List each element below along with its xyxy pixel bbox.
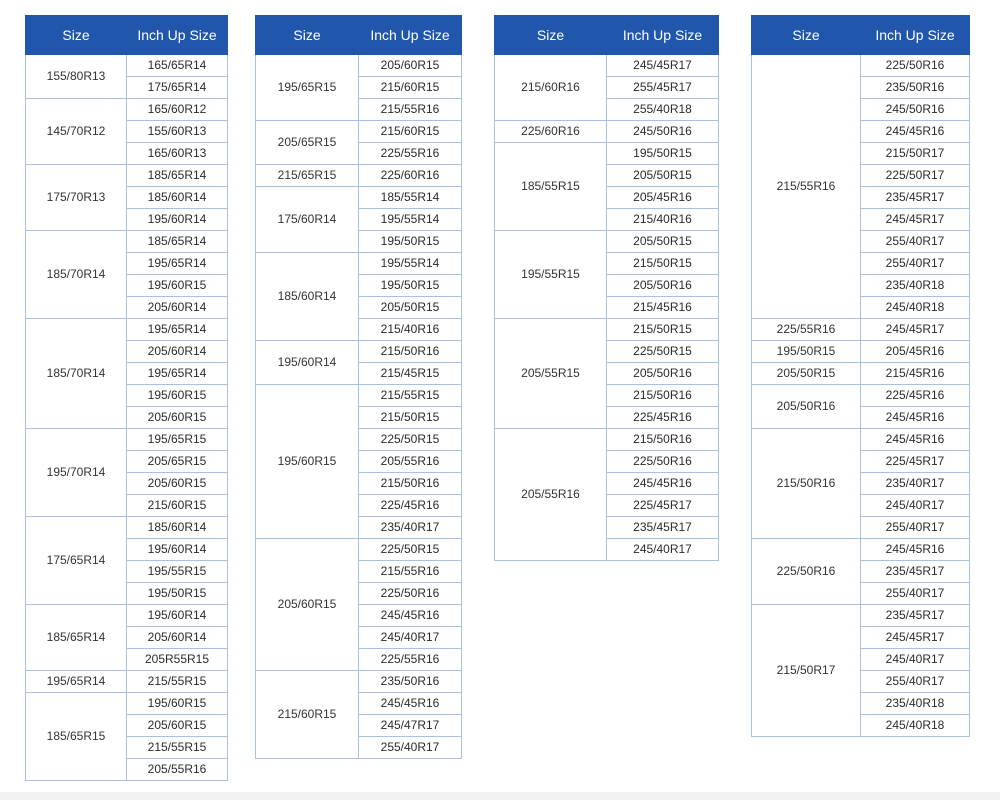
inch-up-size-cell: 245/45R16 [861,429,970,451]
size-cell: 185/65R15 [26,693,127,781]
size-cell: 225/50R16 [752,539,861,605]
inch-up-size-cell: 225/45R17 [861,451,970,473]
inch-up-size-column-header: Inch Up Size [127,16,228,55]
inch-up-size-cell: 195/65R14 [127,363,228,385]
size-column-header: Size [256,16,359,55]
inch-up-size-cell: 215/50R15 [607,253,719,275]
inch-up-size-cell: 215/50R15 [359,407,462,429]
inch-up-size-cell: 195/50R15 [359,231,462,253]
inch-up-size-cell: 195/65R15 [127,429,228,451]
inch-up-size-cell: 235/40R17 [861,473,970,495]
inch-up-size-cell: 235/45R17 [861,187,970,209]
inch-up-size-cell: 195/50R15 [127,583,228,605]
size-column-header: Size [752,16,861,55]
size-column-header: Size [26,16,127,55]
inch-up-size-cell: 235/40R17 [359,517,462,539]
table-row [256,55,462,77]
inch-up-size-cell: 215/50R16 [359,473,462,495]
inch-up-size-cell: 205R55R15 [127,649,228,671]
inch-up-size-cell: 205/60R14 [127,341,228,363]
table-row [26,99,228,121]
inch-up-size-cell: 205/60R15 [127,473,228,495]
table-row [495,231,719,253]
inch-up-size-cell: 205/45R16 [861,341,970,363]
table-row [256,671,462,693]
inch-up-size-cell: 215/40R16 [359,319,462,341]
inch-up-size-cell: 245/40R18 [861,715,970,737]
table-row [256,253,462,275]
table-row [26,55,228,77]
table-row [495,319,719,341]
inch-up-size-cell: 205/60R15 [127,407,228,429]
size-cell: 205/55R16 [495,429,607,561]
inch-up-size-cell: 215/50R16 [359,341,462,363]
inch-up-size-cell: 245/45R17 [607,55,719,77]
size-cell: 205/55R15 [495,319,607,429]
table-row [495,55,719,77]
inch-up-size-cell: 165/60R12 [127,99,228,121]
table-header-row [26,16,228,55]
table-row [26,319,228,341]
size-cell: 215/60R16 [495,55,607,121]
inch-up-size-cell: 235/45R17 [861,561,970,583]
tire-size-table-3 [494,15,719,561]
inch-up-size-cell: 205/55R16 [359,451,462,473]
table-header-row [495,16,719,55]
inch-up-size-cell: 165/60R13 [127,143,228,165]
inch-up-size-cell: 215/50R16 [607,429,719,451]
size-cell: 195/65R15 [256,55,359,121]
table-row [495,121,719,143]
inch-up-size-cell: 255/40R18 [607,99,719,121]
size-cell: 205/50R16 [752,385,861,429]
inch-up-size-cell: 245/45R16 [861,407,970,429]
table-row [752,363,970,385]
inch-up-size-cell: 205/60R14 [127,297,228,319]
tire-size-table-4 [751,15,970,737]
inch-up-size-cell: 255/40R17 [861,253,970,275]
size-cell: 185/65R14 [26,605,127,671]
inch-up-size-cell: 245/45R17 [861,627,970,649]
table-row [256,341,462,363]
inch-up-size-cell: 215/60R15 [359,77,462,99]
inch-up-size-cell: 205/55R16 [127,759,228,781]
size-cell: 185/55R15 [495,143,607,231]
inch-up-size-cell: 205/50R15 [607,231,719,253]
inch-up-size-cell: 245/45R16 [359,605,462,627]
table-row [256,539,462,561]
inch-up-size-cell: 235/45R17 [607,517,719,539]
size-cell: 185/70R14 [26,319,127,429]
inch-up-size-cell: 225/45R16 [861,385,970,407]
inch-up-size-cell: 165/65R14 [127,55,228,77]
inch-up-size-cell: 205/50R16 [607,275,719,297]
inch-up-size-cell: 245/40R17 [861,495,970,517]
inch-up-size-cell: 245/47R17 [359,715,462,737]
inch-up-size-cell: 245/40R17 [607,539,719,561]
table-row [495,429,719,451]
inch-up-size-cell: 235/40R18 [861,693,970,715]
inch-up-size-cell: 205/50R15 [607,165,719,187]
table-row [26,605,228,627]
size-cell: 175/60R14 [256,187,359,253]
inch-up-size-cell: 195/60R14 [127,539,228,561]
size-cell: 215/65R15 [256,165,359,187]
size-cell: 195/65R14 [26,671,127,693]
inch-up-size-cell: 205/60R15 [127,715,228,737]
size-cell: 225/60R16 [495,121,607,143]
table-row [752,341,970,363]
size-cell: 205/50R15 [752,363,861,385]
inch-up-size-cell: 215/45R16 [607,297,719,319]
inch-up-size-cell: 215/50R17 [861,143,970,165]
inch-up-size-cell: 225/50R16 [359,583,462,605]
size-cell: 195/50R15 [752,341,861,363]
inch-up-size-cell: 225/55R16 [359,649,462,671]
inch-up-size-cell: 245/45R17 [861,319,970,341]
inch-up-size-cell: 215/55R15 [359,385,462,407]
size-column-header: Size [495,16,607,55]
inch-up-size-cell: 215/50R15 [607,319,719,341]
bottom-bar [0,792,1000,800]
inch-up-size-cell: 235/40R18 [861,275,970,297]
inch-up-size-cell: 195/60R15 [127,693,228,715]
table-row [26,693,228,715]
table-row [495,143,719,165]
inch-up-size-cell: 215/50R16 [607,385,719,407]
size-cell: 215/60R15 [256,671,359,759]
inch-up-size-cell: 215/55R16 [359,561,462,583]
table-row [752,429,970,451]
inch-up-size-cell: 255/40R17 [359,737,462,759]
table-row [752,319,970,341]
inch-up-size-cell: 215/40R16 [607,209,719,231]
inch-up-size-cell: 175/65R14 [127,77,228,99]
inch-up-size-cell: 225/55R16 [359,143,462,165]
inch-up-size-cell: 255/40R17 [861,517,970,539]
inch-up-size-cell: 255/45R17 [607,77,719,99]
table-row [752,55,970,77]
tire-size-table-2 [255,15,462,759]
inch-up-size-cell: 185/65R14 [127,231,228,253]
inch-up-size-cell: 245/45R17 [861,209,970,231]
size-cell: 215/55R16 [752,55,861,319]
inch-up-size-cell: 245/45R16 [359,693,462,715]
inch-up-size-cell: 225/60R16 [359,165,462,187]
table-body [256,55,462,759]
inch-up-size-cell: 225/50R16 [607,451,719,473]
table-row [752,385,970,407]
inch-up-size-column-header: Inch Up Size [861,16,970,55]
inch-up-size-cell: 225/50R17 [861,165,970,187]
table-body [495,55,719,561]
size-cell: 145/70R12 [26,99,127,165]
inch-up-size-cell: 195/60R14 [127,605,228,627]
inch-up-size-cell: 195/65R14 [127,253,228,275]
inch-up-size-cell: 205/45R16 [607,187,719,209]
size-cell: 215/50R16 [752,429,861,539]
inch-up-size-cell: 235/45R17 [861,605,970,627]
inch-up-size-cell: 155/60R13 [127,121,228,143]
table-row [26,517,228,539]
size-cell: 185/70R14 [26,231,127,319]
inch-up-size-cell: 205/50R16 [607,363,719,385]
inch-up-size-cell: 195/55R14 [359,209,462,231]
inch-up-size-column-header: Inch Up Size [359,16,462,55]
inch-up-size-cell: 245/45R16 [607,473,719,495]
table-row [256,187,462,209]
inch-up-size-cell: 225/45R17 [607,495,719,517]
table-row [256,385,462,407]
inch-up-size-cell: 205/65R15 [127,451,228,473]
size-cell: 155/80R13 [26,55,127,99]
size-cell: 175/65R14 [26,517,127,605]
inch-up-size-cell: 215/60R15 [359,121,462,143]
table-row [752,539,970,561]
table-body [752,55,970,737]
inch-up-size-cell: 225/50R15 [359,539,462,561]
table-row [26,671,228,693]
size-cell: 185/60R14 [256,253,359,341]
size-cell: 195/60R15 [256,385,359,539]
size-cell: 195/55R15 [495,231,607,319]
table-row [752,605,970,627]
inch-up-size-cell: 235/50R16 [861,77,970,99]
table-row [26,165,228,187]
inch-up-size-cell: 185/60R14 [127,517,228,539]
inch-up-size-cell: 195/50R15 [607,143,719,165]
table-row [26,231,228,253]
inch-up-size-cell: 245/50R16 [607,121,719,143]
size-cell: 195/70R14 [26,429,127,517]
inch-up-size-cell: 245/40R17 [861,649,970,671]
inch-up-size-cell: 205/60R14 [127,627,228,649]
inch-up-size-cell: 255/40R17 [861,583,970,605]
inch-up-size-cell: 195/60R15 [127,385,228,407]
inch-up-size-cell: 205/60R15 [359,55,462,77]
size-cell: 195/60R14 [256,341,359,385]
inch-up-size-cell: 215/45R15 [359,363,462,385]
inch-up-size-cell: 195/55R14 [359,253,462,275]
table-header-row [752,16,970,55]
inch-up-size-cell: 255/40R17 [861,671,970,693]
inch-up-size-cell: 245/45R16 [861,121,970,143]
inch-up-size-cell: 225/50R16 [861,55,970,77]
table-body [26,55,228,781]
inch-up-size-cell: 205/50R15 [359,297,462,319]
size-cell: 205/65R15 [256,121,359,165]
inch-up-size-cell: 195/55R15 [127,561,228,583]
table-row [256,121,462,143]
inch-up-size-cell: 255/40R17 [861,231,970,253]
inch-up-size-cell: 225/45R16 [359,495,462,517]
table-row [26,429,228,451]
inch-up-size-cell: 215/55R16 [359,99,462,121]
inch-up-size-cell: 215/45R16 [861,363,970,385]
inch-up-size-cell: 245/40R17 [359,627,462,649]
inch-up-size-cell: 235/50R16 [359,671,462,693]
table-row [256,165,462,187]
inch-up-size-cell: 215/55R15 [127,671,228,693]
inch-up-size-cell: 215/60R15 [127,495,228,517]
inch-up-size-cell: 245/50R16 [861,99,970,121]
size-cell: 215/50R17 [752,605,861,737]
tire-size-table-1 [25,15,228,781]
inch-up-size-cell: 225/50R15 [607,341,719,363]
size-cell: 205/60R15 [256,539,359,671]
inch-up-size-cell: 195/60R14 [127,209,228,231]
size-cell: 225/55R16 [752,319,861,341]
inch-up-size-column-header: Inch Up Size [607,16,719,55]
size-cell: 175/70R13 [26,165,127,231]
inch-up-size-cell: 225/45R16 [607,407,719,429]
inch-up-size-cell: 185/55R14 [359,187,462,209]
inch-up-size-cell: 225/50R15 [359,429,462,451]
table-header-row [256,16,462,55]
inch-up-size-cell: 185/60R14 [127,187,228,209]
inch-up-size-cell: 195/60R15 [127,275,228,297]
inch-up-size-cell: 215/55R15 [127,737,228,759]
inch-up-size-cell: 245/45R16 [861,539,970,561]
inch-up-size-cell: 195/65R14 [127,319,228,341]
inch-up-size-cell: 185/65R14 [127,165,228,187]
inch-up-size-cell: 195/50R15 [359,275,462,297]
inch-up-size-cell: 245/40R18 [861,297,970,319]
